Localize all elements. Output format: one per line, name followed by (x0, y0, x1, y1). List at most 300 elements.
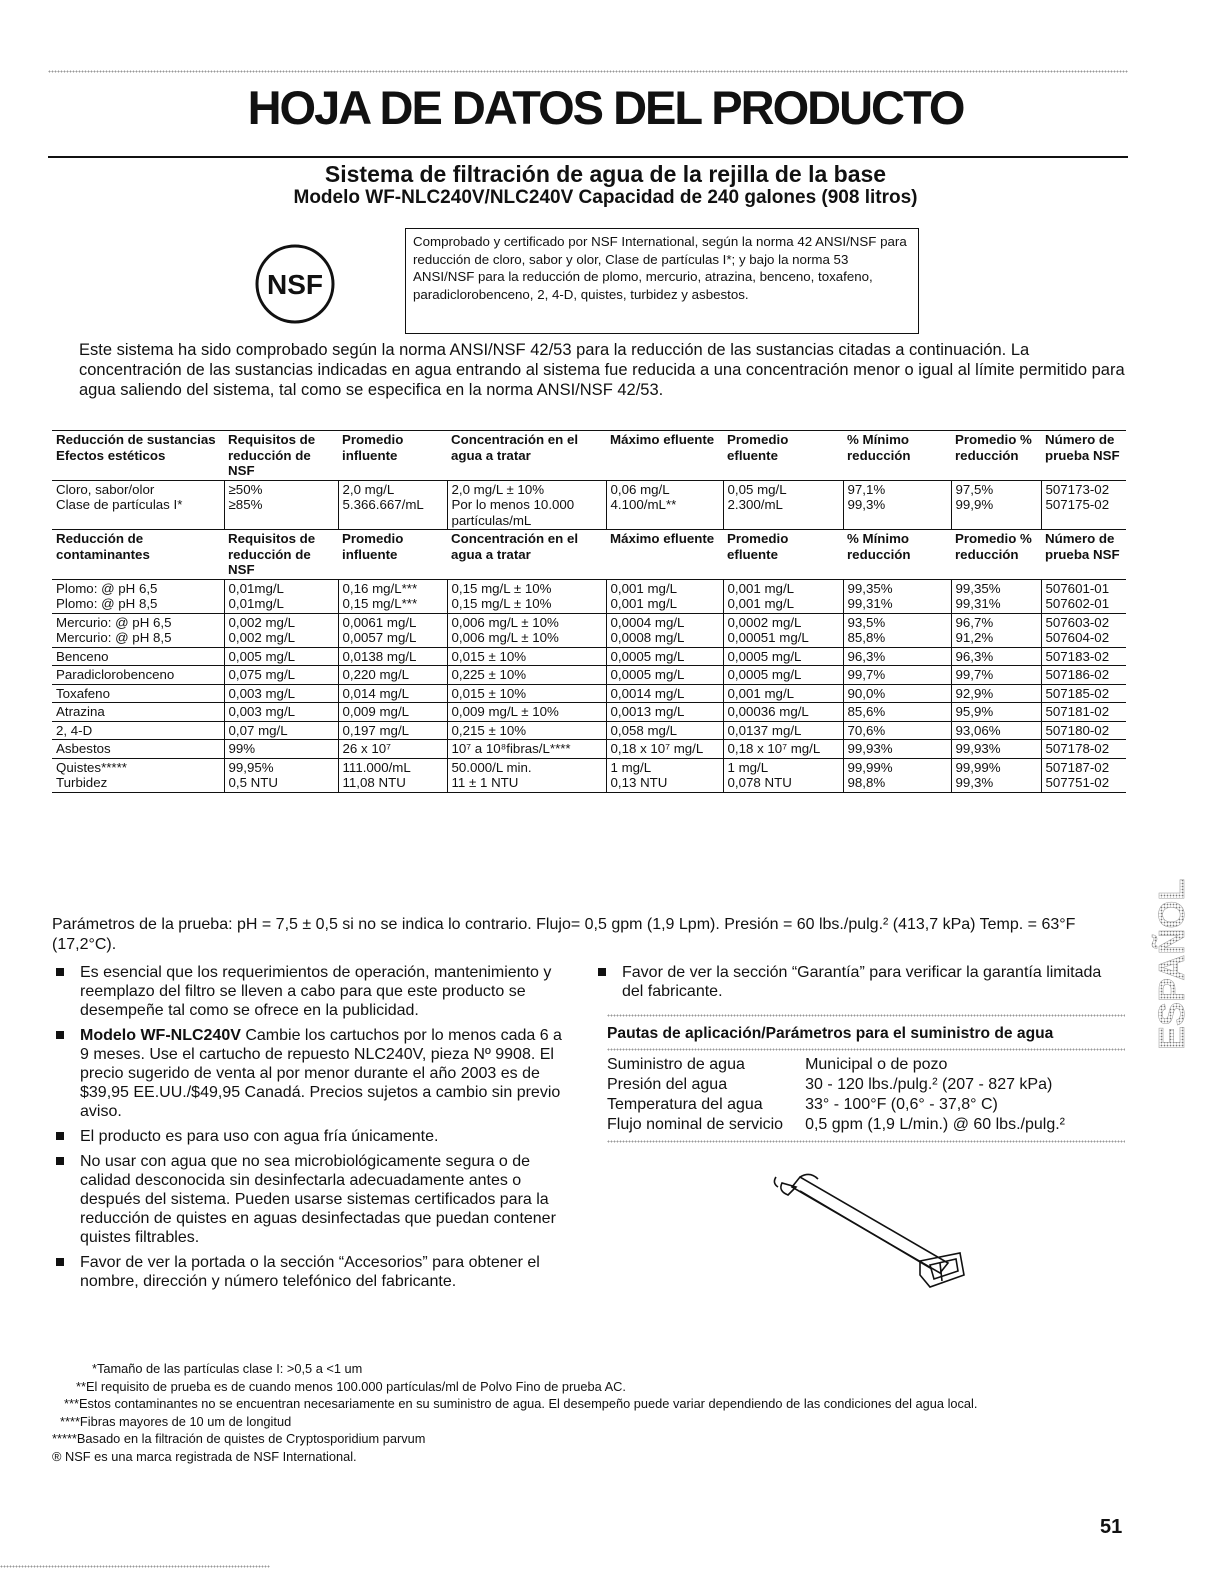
guide-label: Presión del agua (607, 1076, 728, 1093)
cell-line: 0,5 NTU (228, 775, 279, 790)
cell-line: 507173-02 (1045, 481, 1110, 497)
cell-line: 99,99% (955, 759, 1001, 775)
table-cell (447, 666, 606, 685)
bullet-square-icon (598, 968, 606, 976)
table-cell (1041, 740, 1126, 759)
cell-line: 0,13 NTU (610, 775, 668, 790)
column-header: Máximo efluente (606, 431, 723, 481)
guide-value: 0,5 gpm (1,9 L/min.) @ 60 lbs./pulg.² (805, 1116, 1065, 1133)
guide-title: Pautas de aplicación/Parámetros para el suministro de agua (607, 1025, 1054, 1042)
cell-line: Benceno (56, 648, 109, 664)
cell-line: 0,0005 mg/L (727, 648, 802, 664)
cell-line: Paradiclorobenceno (56, 667, 175, 682)
cell-line: Plomo: @ pH 6,5 (56, 580, 158, 596)
cell-line: 0,0005 mg/L (610, 667, 685, 682)
cell-line: 0,197 mg/L (342, 722, 410, 738)
table-cell (447, 684, 606, 703)
cell-line: Atrazina (56, 704, 105, 719)
bottom-edge-rule (0, 1565, 270, 1568)
table-row (52, 666, 1126, 685)
guide-row (607, 1075, 1087, 1095)
cell-line: 0,001 mg/L (610, 596, 678, 611)
cell-line: 507601-01 (1045, 580, 1110, 596)
table-row (52, 480, 1126, 530)
cell-line: 2, 4-D (56, 722, 93, 738)
column-header: Promedio influente (338, 431, 447, 481)
bullet-text: Favor de ver la portada o la sección “Accesorios” para obtener el nombre, dirección y número telefónico del fabricante. (80, 1254, 540, 1290)
cell-line: 0,15 mg/L*** (342, 596, 418, 611)
cell-line: 0,0004 mg/L (610, 614, 685, 630)
table-cell (843, 647, 951, 666)
table-cell (606, 666, 723, 685)
cell-line: 96,3% (847, 648, 886, 664)
cell-line: 507602-01 (1045, 596, 1110, 611)
table-row (52, 579, 1126, 613)
table-cell (1041, 579, 1126, 613)
cell-line: Cloro, sabor/olor (56, 481, 155, 497)
cell-line: 99% (228, 741, 256, 756)
column-header: Promedio efluente (723, 431, 843, 481)
footnote: *Tamaño de las partículas clase I: >0,5 a <1 um (92, 1361, 363, 1376)
table-row (52, 647, 1126, 666)
cell-line: 85,8% (847, 630, 886, 645)
table-cell (52, 579, 224, 613)
cell-line: 70,6% (847, 722, 886, 738)
bullet-square-icon (56, 1157, 64, 1165)
table-cell (52, 613, 224, 647)
nsf-certification-box: Comprobado y certificado por NSF International, según la norma 42 ANSI/NSF para reducción de cloro, sabor y olor, Clase de partículas I*; y bajo la norma 53 ANSI/NSF para la reducción de plomo, mercurio, atrazina, benceno, toxafeno, paradiclorobenceno, 2, 4-D, quistes, turbidez y asbestos. (405, 228, 919, 334)
table-cell (843, 613, 951, 647)
cell-line: 2,0 mg/L ± 10% (451, 481, 545, 497)
cell-line: 0,009 mg/L ± 10% (451, 704, 559, 719)
cell-line: 0,078 NTU (727, 775, 792, 790)
cell-line: Mercurio: @ pH 6,5 (56, 614, 172, 630)
cell-line: 507604-02 (1045, 630, 1110, 645)
cell-line: 0,0005 mg/L (727, 667, 802, 682)
table-cell (224, 579, 338, 613)
table-header-row (52, 530, 1126, 580)
table-row (52, 703, 1126, 722)
cell-line: 0,220 mg/L (342, 667, 410, 682)
test-parameters: Parámetros de la prueba: pH = 7,5 ± 0,5 si no se indica lo contrario. Flujo= 0,5 gpm (1,9 Lpm). Presión = 60 lbs./pulg.² (413,7 kPa) Temp. = 63°F (17,2°C). (52, 916, 1076, 953)
bullet-square-icon (56, 1258, 64, 1266)
table-cell (843, 740, 951, 759)
column-header: Promedio influente (338, 530, 447, 580)
cell-line: 10⁷ a 10⁸fibras/L**** (451, 741, 571, 756)
table-cell (1041, 666, 1126, 685)
cell-line: 507175-02 (1045, 497, 1110, 512)
cell-line: 0,225 ± 10% (451, 667, 527, 682)
table-cell (447, 721, 606, 740)
table-cell (843, 703, 951, 722)
table-cell (52, 758, 224, 792)
table-cell (224, 721, 338, 740)
table-cell (723, 480, 843, 530)
column-header: Promedio % reducción (951, 530, 1041, 580)
cell-line: 93,06% (955, 722, 1001, 738)
cell-line: Turbidez (56, 775, 108, 790)
cell-line: 0,18 x 10⁷ mg/L (610, 741, 704, 756)
bullet-item (594, 963, 1124, 1001)
table-cell (1041, 684, 1126, 703)
cell-line: 99,95% (228, 759, 274, 775)
table-cell (338, 647, 447, 666)
cell-line: 0,00036 mg/L (727, 704, 809, 719)
guide-value: 33° - 100°F (0,6° - 37,8° C) (805, 1096, 998, 1113)
table-cell (951, 613, 1041, 647)
guide-row (607, 1095, 1087, 1115)
footnote: ® NSF es una marca registrada de NSF International. (52, 1448, 357, 1464)
cell-line: 0,002 mg/L (228, 630, 296, 645)
cell-line: 93,5% (847, 614, 886, 630)
table-cell (224, 480, 338, 530)
table-cell (606, 740, 723, 759)
cell-line: 95,9% (955, 704, 994, 719)
cell-line: 0,15 mg/L ± 10% (451, 580, 552, 596)
cell-line: 99,93% (847, 741, 893, 756)
table-row (52, 740, 1126, 759)
table-cell (447, 579, 606, 613)
table-cell (447, 480, 606, 530)
product-subtitle: Sistema de filtración de agua de la rejilla de la base (324, 161, 887, 187)
cell-line: 96,3% (955, 648, 994, 664)
table-cell (338, 703, 447, 722)
cell-line: 99,9% (955, 497, 994, 512)
cell-line: 1 mg/L (610, 759, 652, 775)
page-title: HOJA DE DATOS DEL PRODUCTO (247, 81, 964, 134)
table-cell (52, 740, 224, 759)
table-cell (951, 666, 1041, 685)
cell-line: 0,18 x 10⁷ mg/L (727, 741, 821, 756)
bullet-text: Es esencial que los requerimientos de operación, mantenimiento y reemplazo del filtro se lleven a cabo para que este producto se desempeñe tal como se ofrece en la publicidad. (80, 964, 552, 1019)
table-cell (447, 703, 606, 722)
cell-line: 507183-02 (1045, 648, 1110, 664)
cell-line: 1 mg/L (727, 759, 769, 775)
guide-row (607, 1115, 1087, 1135)
cell-line: 99,3% (847, 497, 886, 512)
table-cell (723, 684, 843, 703)
cell-line: 0,003 mg/L (228, 685, 296, 701)
cell-line: Toxafeno (56, 685, 110, 701)
table-cell (723, 666, 843, 685)
cell-line: 0,0002 mg/L (727, 614, 802, 630)
cell-line: 11,08 NTU (342, 775, 406, 790)
cell-line: 0,001 mg/L (727, 596, 795, 611)
column-header: Reducción de sustancias Efectos estéticos (52, 431, 224, 481)
table-cell (1041, 480, 1126, 530)
table-cell (606, 721, 723, 740)
cell-line: 507751-02 (1045, 775, 1110, 790)
cell-line: Clase de partículas I* (56, 497, 183, 512)
cell-line: 0,058 mg/L (610, 722, 678, 738)
cell-line: 0,002 mg/L (228, 614, 296, 630)
table-cell (224, 703, 338, 722)
cell-line: 507180-02 (1045, 722, 1110, 738)
table-cell (723, 721, 843, 740)
cell-line: 0,0008 mg/L (610, 630, 685, 645)
bullet-item (52, 1026, 562, 1121)
guide-value: Municipal o de pozo (805, 1056, 948, 1073)
water-supply-guide-table (607, 1055, 1087, 1135)
top-dotted-rule (48, 70, 1128, 73)
intro-paragraph: Este sistema ha sido comprobado según la norma ANSI/NSF 42/53 para la reducción de las sustancias citadas a continuación. La concentración de las sustancias indicadas en agua entrando al sistema fue reducida a una concentración menor o igual al límite permitido para agua saliendo del sistema, tal como se especifica en la norma ANSI/NSF 42/53. (79, 341, 1125, 399)
cell-line: 90,0% (847, 685, 886, 701)
table-row (52, 613, 1126, 647)
cell-line: 0,009 mg/L (342, 704, 410, 719)
guide-row (607, 1055, 1087, 1075)
cell-line: 0,16 mg/L*** (342, 580, 418, 596)
table-cell (843, 758, 951, 792)
table-cell (951, 647, 1041, 666)
table-cell (338, 480, 447, 530)
bullet-square-icon (56, 1031, 64, 1039)
table-cell (224, 758, 338, 792)
cell-line: 507187-02 (1045, 759, 1110, 775)
table-row (52, 758, 1126, 792)
bullet-text: No usar con agua que no sea microbiológicamente segura o de calidad desconocida sin desinfectarla adecuadamente antes o después del sistema. Pueden usarse sistemas certificados para la reducción de quistes en aguas desinfectadas que puedan contener quistes filtrables. (80, 1153, 556, 1246)
cell-line: 98,8% (847, 775, 886, 790)
cell-line: Mercurio: @ pH 8,5 (56, 630, 172, 645)
column-header: Promedio efluente (723, 530, 843, 580)
table-cell (447, 740, 606, 759)
table-cell (338, 758, 447, 792)
cell-line: 0,001 mg/L (610, 580, 678, 596)
cell-line: 99,93% (955, 741, 1001, 756)
bullet-list-left (52, 963, 562, 1297)
cell-line: 2,0 mg/L (342, 481, 395, 497)
table-cell (951, 758, 1041, 792)
table-cell (224, 647, 338, 666)
bullet-square-icon (56, 1132, 64, 1140)
bullet-text: Cambie los cartuchos por lo menos cada 6 a 9 meses. Use el cartucho de repuesto NLC240V, pieza Nº 9908. El precio sugerido de venta al por menor durante el año 2003 es de $39,95 EE.UU./$49,95 Canadá. Precios sujetos a cambio sin previo aviso. (80, 1027, 562, 1120)
table-cell (447, 758, 606, 792)
footnote: **El requisito de prueba es de cuando menos 100.000 partículas/ml de Polvo Fino de prueba AC. (76, 1378, 626, 1394)
cell-line: 0,001 mg/L (727, 685, 795, 701)
table-cell (338, 684, 447, 703)
table-cell (843, 579, 951, 613)
cell-line: 11 ± 1 NTU (451, 775, 519, 790)
cell-line: 2.300/mL (727, 497, 783, 512)
cell-line: 0,0057 mg/L (342, 630, 417, 645)
cell-line: Por lo menos 10.000 partículas/mL (451, 497, 575, 528)
table-cell (52, 480, 224, 530)
table-cell (606, 703, 723, 722)
table-header-row (52, 431, 1126, 481)
side-tab-text: ESPAÑOL (1151, 878, 1192, 1050)
cell-line: Asbestos (56, 741, 111, 756)
cell-line: 0,005 mg/L (228, 648, 296, 664)
guide-label: Suministro de agua (607, 1056, 745, 1073)
model-line: Modelo WF-NLC240V/NLC240V Capacidad de 240 galones (908 litros) (293, 187, 918, 208)
table-cell (224, 666, 338, 685)
table-cell (1041, 758, 1126, 792)
cell-line: 92,9% (955, 685, 994, 701)
performance-data-table (52, 430, 1126, 793)
cell-line: 0,014 mg/L (342, 685, 410, 701)
cell-line: 0,006 mg/L ± 10% (451, 614, 559, 630)
cell-line: 507181-02 (1045, 704, 1110, 719)
cell-line: 99,3% (955, 775, 994, 790)
table-cell (338, 666, 447, 685)
cell-line: 507185-02 (1045, 685, 1110, 701)
guide-label: Flujo nominal de servicio (607, 1116, 784, 1133)
table-cell (843, 721, 951, 740)
column-header: Número de prueba NSF (1041, 530, 1126, 580)
table-cell (52, 666, 224, 685)
table-cell (723, 703, 843, 722)
table-cell (723, 579, 843, 613)
cell-line: 0,0013 mg/L (610, 704, 685, 719)
bullet-text: Favor de ver la sección “Garantía” para verificar la garantía limitada del fabricante. (622, 964, 1102, 1000)
table-cell (52, 703, 224, 722)
cell-line: 97,5% (955, 481, 994, 497)
footnote: *****Basado en la filtración de quistes de Cryptosporidium parvum (52, 1431, 426, 1446)
cell-line: ≥50% (228, 481, 263, 497)
table-cell (606, 480, 723, 530)
column-header: Requisitos de reducción de NSF (224, 530, 338, 580)
cell-line: 0,0005 mg/L (610, 648, 685, 664)
column-header: Promedio % reducción (951, 431, 1041, 481)
cell-line: 85,6% (847, 704, 886, 719)
cell-line: 0,06 mg/L (610, 481, 670, 497)
cell-line: 507603-02 (1045, 614, 1110, 630)
cell-line: 111.000/mL (342, 759, 411, 775)
bullet-square-icon (56, 968, 64, 976)
table-cell (606, 647, 723, 666)
cell-line: 507178-02 (1045, 741, 1110, 756)
table-cell (951, 703, 1041, 722)
table-row (52, 721, 1126, 740)
table-cell (52, 721, 224, 740)
footnotes (52, 1360, 1127, 1465)
table-cell (606, 758, 723, 792)
table-cell (224, 613, 338, 647)
column-header: Concentración en el agua a tratar (447, 431, 606, 481)
cell-line: 99,35% (847, 580, 893, 596)
cell-line: 99,31% (847, 596, 893, 611)
bullet-item (52, 1152, 562, 1247)
cell-line: 0,015 ± 10% (451, 648, 527, 664)
cell-line: 26 x 10⁷ (342, 741, 391, 756)
table-cell (951, 480, 1041, 530)
cell-line: 4.100/mL** (610, 497, 677, 512)
filter-cartridge-illustration (770, 1165, 970, 1295)
table-cell (338, 613, 447, 647)
cell-line: 0,075 mg/L (228, 667, 296, 682)
cell-line: 0,00051 mg/L (727, 630, 809, 645)
table-cell (338, 740, 447, 759)
guide-bottom-rule (607, 1140, 1125, 1143)
cell-line: 0,05 mg/L (727, 481, 787, 497)
guide-title-rule (607, 1048, 1125, 1051)
table-cell (52, 647, 224, 666)
table-cell (447, 647, 606, 666)
cell-line: Plomo: @ pH 8,5 (56, 596, 158, 611)
cell-line: 0,07 mg/L (228, 722, 288, 738)
table-cell (224, 684, 338, 703)
nsf-logo-icon (253, 242, 337, 326)
table-cell (606, 684, 723, 703)
guide-top-rule (607, 1014, 1125, 1017)
bullet-list-right (594, 963, 1124, 1007)
table-cell (606, 613, 723, 647)
table-cell (843, 480, 951, 530)
table-cell (1041, 647, 1126, 666)
cell-line: 0,01mg/L (228, 596, 284, 611)
cell-line: 0,0014 mg/L (610, 685, 685, 701)
cell-line: 0,006 mg/L ± 10% (451, 630, 559, 645)
footnote: ***Estos contaminantes no se encuentran necesariamente en su suministro de agua. El desempeño puede variar dependiendo de las condiciones del agua local. (64, 1396, 978, 1411)
table-cell (606, 579, 723, 613)
table-cell (224, 740, 338, 759)
cell-line: 99,35% (955, 580, 1001, 596)
table-cell (843, 666, 951, 685)
cell-line: 91,2% (955, 630, 994, 645)
guide-label: Temperatura del agua (607, 1096, 763, 1113)
column-header: Reducción de contaminantes (52, 530, 224, 580)
title-rule (48, 156, 1128, 158)
cell-line: 0,0138 mg/L (342, 648, 417, 664)
table-cell (52, 684, 224, 703)
column-header: % Mínimo reducción (843, 530, 951, 580)
column-header: Número de prueba NSF (1041, 431, 1126, 481)
cell-line: 0,015 ± 10% (451, 685, 527, 701)
page-number: 51 (1100, 1516, 1123, 1538)
column-header: Máximo efluente (606, 530, 723, 580)
table-row (52, 684, 1126, 703)
cell-line: 0,003 mg/L (228, 704, 296, 719)
cell-line: 0,215 ± 10% (451, 722, 527, 738)
cell-line: 99,7% (847, 667, 886, 682)
cell-line: 5.366.667/mL (342, 497, 424, 512)
table-cell (1041, 703, 1126, 722)
bullet-item (52, 1127, 562, 1146)
guide-value: 30 - 120 lbs./pulg.² (207 - 827 kPa) (805, 1076, 1053, 1093)
bullet-text: El producto es para uso con agua fría únicamente. (80, 1128, 439, 1145)
bullet-item (52, 963, 562, 1020)
cell-line: 507186-02 (1045, 667, 1110, 682)
cell-line: 96,7% (955, 614, 994, 630)
table-cell (723, 758, 843, 792)
cell-line: 0,15 mg/L ± 10% (451, 596, 552, 611)
bullet-bold-text: Modelo WF-NLC240V (80, 1027, 241, 1044)
table-cell (1041, 721, 1126, 740)
column-header: % Mínimo reducción (843, 431, 951, 481)
table-cell (723, 740, 843, 759)
table-cell (447, 613, 606, 647)
table-cell (951, 721, 1041, 740)
table-cell (951, 684, 1041, 703)
table-cell (723, 613, 843, 647)
cell-line: 99,31% (955, 596, 1001, 611)
cell-line: 0,01mg/L (228, 580, 284, 596)
table-cell (951, 579, 1041, 613)
cell-line: 0,0137 mg/L (727, 722, 802, 738)
footnote: ****Fibras mayores de 10 um de longitud (60, 1413, 292, 1429)
language-side-tab (1150, 820, 1196, 1060)
table-cell (338, 721, 447, 740)
cell-line: ≥85% (228, 497, 263, 512)
cell-line: 99,7% (955, 667, 994, 682)
table-cell (723, 647, 843, 666)
cell-line: 50.000/L min. (451, 759, 532, 775)
cell-line: 97,1% (847, 481, 886, 497)
column-header: Concentración en el agua a tratar (447, 530, 606, 580)
nsf-logo-text: NSF (267, 269, 323, 300)
bullet-item (52, 1253, 562, 1291)
cell-line: 99,99% (847, 759, 893, 775)
column-header: Requisitos de reducción de NSF (224, 431, 338, 481)
